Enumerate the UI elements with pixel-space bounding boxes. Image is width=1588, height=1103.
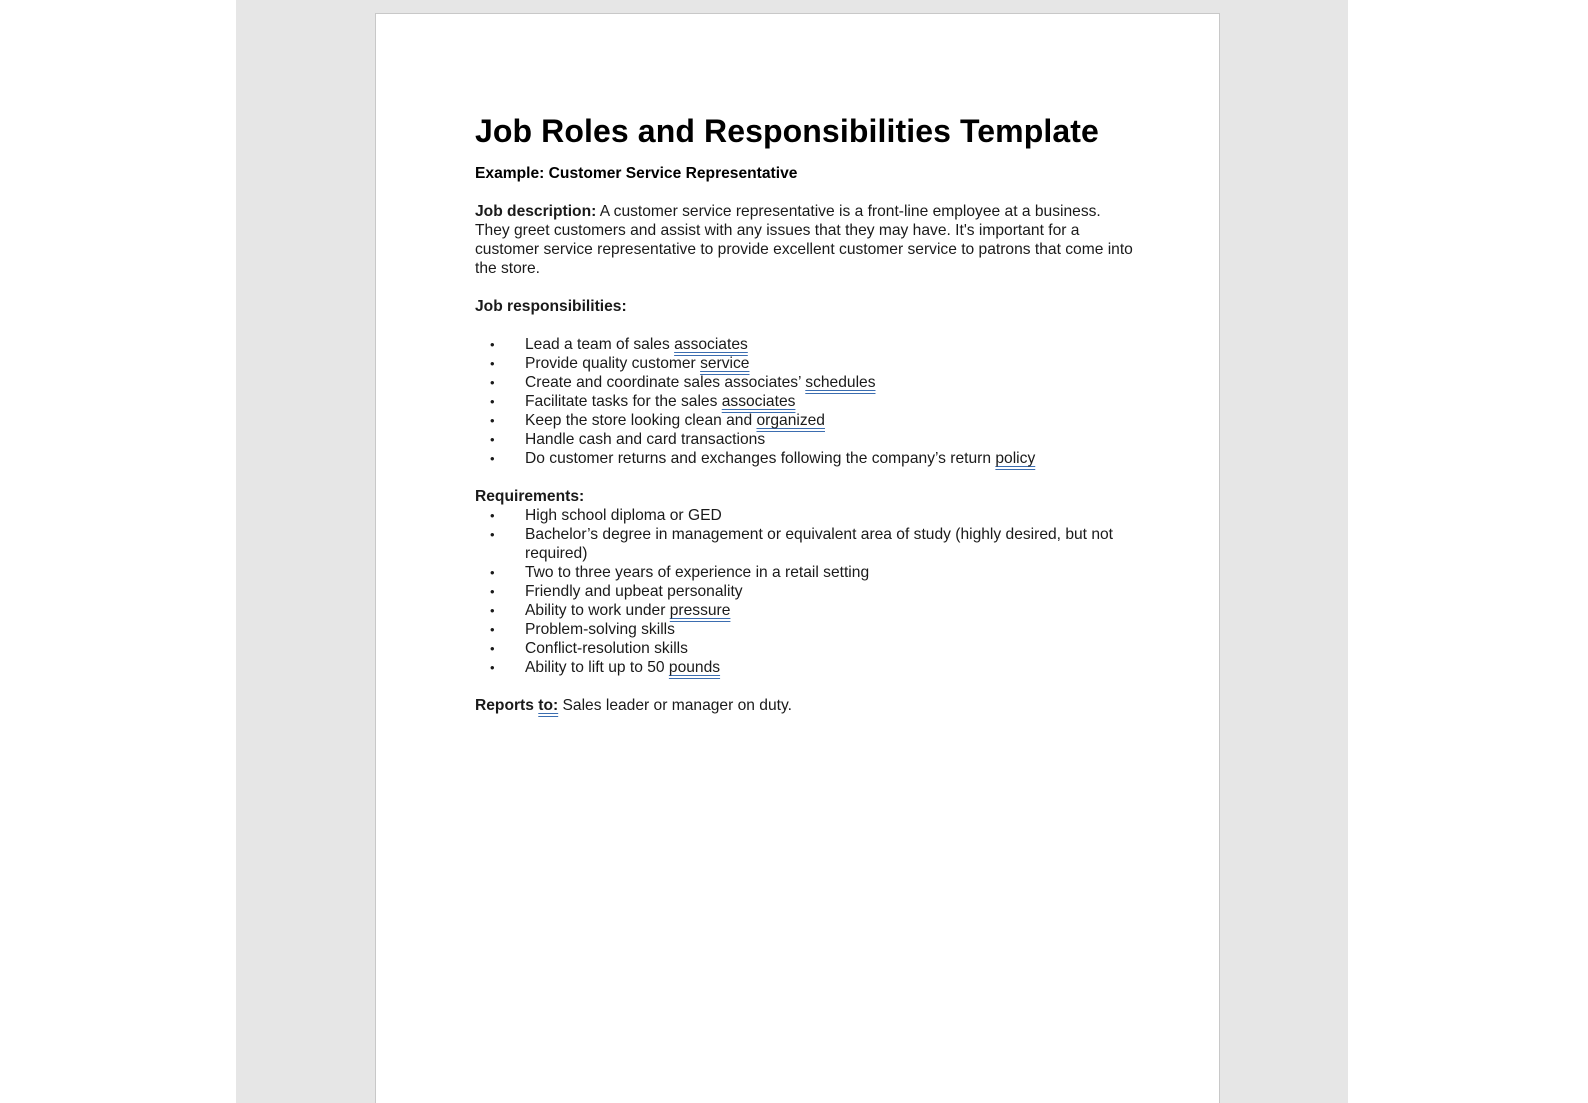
document-body[interactable] <box>475 112 1135 715</box>
bullet-icon: • <box>490 584 495 599</box>
bullet-icon: • <box>490 660 495 675</box>
requirements-list <box>475 506 1135 677</box>
reports-to <box>475 696 1135 715</box>
requirements-item-text: Friendly and upbeat personality <box>525 583 743 600</box>
document-title: Job Roles and Responsibilities Template <box>475 113 1099 149</box>
grammar-flagged-word[interactable]: organized <box>756 412 825 429</box>
responsibilities-item <box>475 373 1135 392</box>
bullet-icon: • <box>490 375 495 390</box>
grammar-flagged-word[interactable]: associates <box>674 336 748 353</box>
bullet-icon: • <box>490 641 495 656</box>
responsibilities-item-text: Do customer returns and exchanges following the company’s return <box>525 450 996 467</box>
bullet-icon: • <box>490 394 495 409</box>
requirements-item <box>475 658 1135 677</box>
responsibilities-item-text: Provide quality customer <box>525 355 701 372</box>
bullet-icon: • <box>490 508 495 523</box>
responsibilities-item <box>475 430 1135 449</box>
requirements-item <box>475 601 1135 620</box>
responsibilities-item <box>475 392 1135 411</box>
job-description <box>475 202 1135 278</box>
reports-to-label-flagged[interactable]: to: <box>538 697 559 714</box>
responsibilities-heading: Job responsibilities: <box>475 298 627 315</box>
grammar-flagged-word[interactable]: pounds <box>668 659 721 676</box>
requirements-item <box>475 582 1135 601</box>
document-page[interactable] <box>375 13 1220 1103</box>
grammar-flagged-word[interactable]: pressure <box>669 602 731 619</box>
document-subtitle: Example: Customer Service Representative <box>475 165 798 182</box>
reports-to-label: Reports <box>475 697 539 714</box>
responsibilities-item <box>475 354 1135 373</box>
responsibilities-item-text: Keep the store looking clean and <box>525 412 757 429</box>
bullet-icon: • <box>490 356 495 371</box>
responsibilities-item-text: Create and coordinate sales associates’ <box>525 374 806 391</box>
requirements-item <box>475 525 1135 563</box>
requirements-heading: Requirements: <box>475 488 585 505</box>
responsibilities-item-text: Facilitate tasks for the sales <box>525 393 722 410</box>
responsibilities-item-text: Lead a team of sales <box>525 336 675 353</box>
requirements-item <box>475 639 1135 658</box>
requirements-item <box>475 506 1135 525</box>
responsibilities-list <box>475 335 1135 468</box>
requirements-item-text: Two to three years of experience in a retail setting <box>525 564 870 581</box>
responsibilities-item <box>475 449 1135 468</box>
grammar-flagged-word[interactable]: policy <box>995 450 1036 467</box>
requirements-item <box>475 563 1135 582</box>
bullet-icon: • <box>490 603 495 618</box>
requirements-item-text: Ability to lift up to 50 <box>525 659 669 676</box>
reports-to-text: Sales leader or manager on duty. <box>558 697 792 714</box>
grammar-flagged-word[interactable]: associates <box>721 393 796 410</box>
bullet-icon: • <box>490 413 495 428</box>
bullet-icon: • <box>490 432 495 447</box>
requirements-item-text: Bachelor’s degree in management or equivalent area of study (highly desired, but not required) <box>525 526 1114 562</box>
grammar-flagged-word[interactable]: schedules <box>805 374 876 391</box>
bullet-icon: • <box>490 451 495 466</box>
responsibilities-item-text: Handle cash and card transactions <box>525 431 766 448</box>
requirements-item-text: High school diploma or GED <box>525 507 722 524</box>
job-description-text: A customer service representative is a front-line employee at a business. They greet customers and assist with any issues that they may have. It's important for a customer service representative to provide excellent customer service to patrons that come into the store. <box>475 203 1133 277</box>
responsibilities-item <box>475 411 1135 430</box>
grammar-flagged-word[interactable]: service <box>700 355 750 372</box>
requirements-item-text: Problem-solving skills <box>525 621 675 638</box>
requirements-item-text: Conflict-resolution skills <box>525 640 688 657</box>
requirements-item <box>475 620 1135 639</box>
job-description-label: Job description: <box>475 203 597 220</box>
bullet-icon: • <box>490 337 495 352</box>
bullet-icon: • <box>490 622 495 637</box>
bullet-icon: • <box>490 565 495 580</box>
requirements-item-text: Ability to work under <box>525 602 670 619</box>
responsibilities-item <box>475 335 1135 354</box>
bullet-icon: • <box>490 527 495 542</box>
